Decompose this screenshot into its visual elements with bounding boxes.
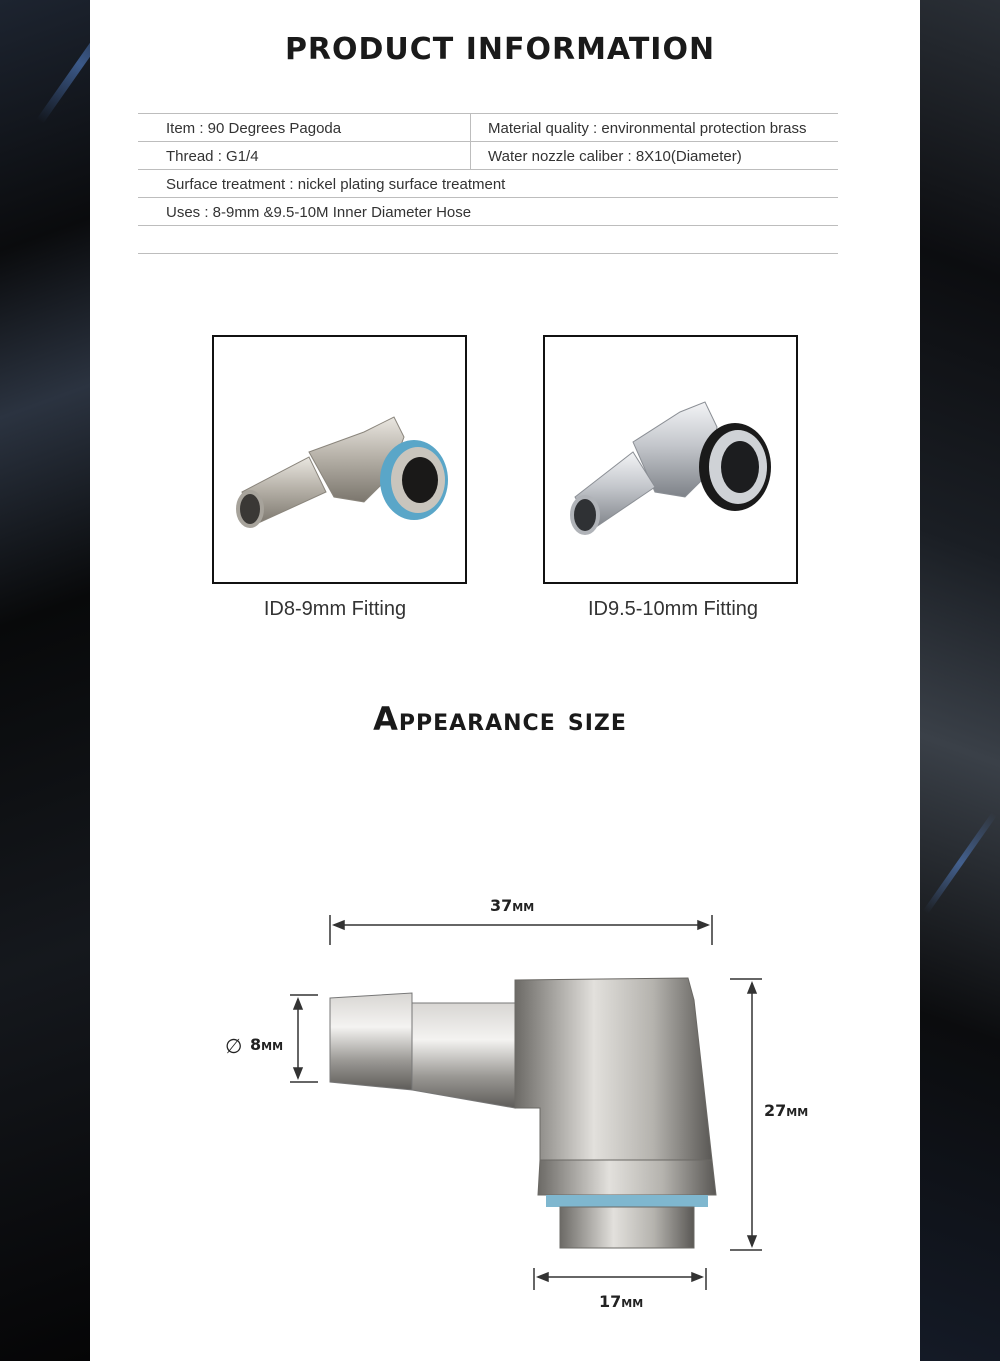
- spec-uses: Uses : 8-9mm &9.5-10M Inner Diameter Hose: [166, 204, 472, 221]
- spec-thread: Thread : G1/4: [166, 148, 259, 165]
- dimension-thread-label: 17mm: [599, 1292, 644, 1311]
- spec-material: Material quality : environmental protection brass: [488, 120, 807, 137]
- dimension-height-label: 27mm: [764, 1101, 809, 1120]
- dimension-diameter-label: 8mm: [250, 1035, 284, 1054]
- spec-item: Item : 90 Degrees Pagoda: [166, 120, 342, 137]
- spec-surface: Surface treatment : nickel plating surface treatment: [166, 176, 506, 193]
- appearance-size-title: Appearance size: [373, 700, 627, 738]
- spec-nozzle: Water nozzle caliber : 8X10(Diameter): [488, 148, 742, 165]
- product-information-title: PRODUCT INFORMATION: [284, 32, 716, 67]
- elbow-fitting-drawing: [330, 978, 716, 1248]
- diameter-icon: ∅: [225, 1034, 243, 1058]
- fitting-caption: ID8-9mm Fitting: [263, 598, 407, 620]
- fitting-caption: ID9.5-10mm Fitting: [587, 598, 759, 620]
- dimension-length-label: 37mm: [490, 896, 535, 915]
